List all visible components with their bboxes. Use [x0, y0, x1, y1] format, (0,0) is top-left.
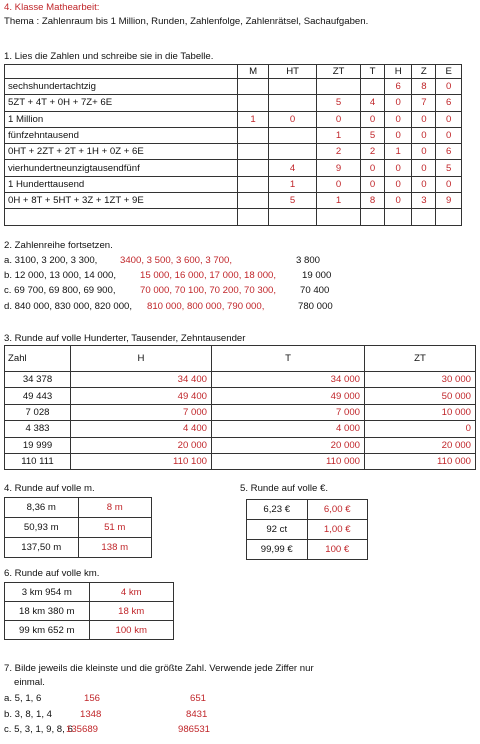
- digit-cell: [238, 176, 269, 192]
- value-cell: 137,50 m: [5, 538, 79, 558]
- table-row: [5, 518, 152, 538]
- section-4-title: 4. Runde auf volle m.: [4, 483, 95, 494]
- digit-cell: 0: [412, 176, 436, 192]
- value-cell: 99,99 €: [247, 540, 308, 560]
- sequence-next: 19 000: [302, 270, 332, 282]
- rounded-cell: 34 000: [212, 372, 365, 388]
- digit-cell: [269, 209, 317, 225]
- sequence-next: 70 400: [300, 285, 330, 297]
- col-header-zt: ZT: [365, 346, 476, 372]
- digit-set: a. 5, 1, 6: [4, 693, 42, 704]
- digit-cell: 0: [436, 127, 462, 143]
- digit-cell: [269, 79, 317, 95]
- largest-number: 8431: [186, 708, 208, 720]
- section-7-title-cont: einmal.: [14, 677, 45, 688]
- digit-cell: 0: [361, 111, 385, 127]
- sequence-answer: 3400, 3 500, 3 600, 3 700,: [120, 255, 233, 266]
- table-row: [5, 388, 476, 404]
- col-header-h: H: [71, 346, 212, 372]
- round-meter-table: [4, 497, 152, 558]
- digit-cell: [384, 209, 412, 225]
- digit-cell: [412, 209, 436, 225]
- digit-cell: 1: [317, 193, 361, 209]
- col-header: M: [238, 65, 269, 79]
- rounded-cell: 6,00 €: [307, 500, 368, 520]
- digit-cell: 9: [317, 160, 361, 176]
- smallest-number: 1348: [80, 708, 102, 720]
- table-row: [5, 79, 462, 95]
- table-row: [247, 540, 368, 560]
- digit-cell: 0: [412, 160, 436, 176]
- number-cell: 4 383: [5, 421, 71, 437]
- rounded-cell: 7 000: [71, 404, 212, 420]
- digit-cell: 1: [384, 144, 412, 160]
- rounded-cell: 4 400: [71, 421, 212, 437]
- rounded-cell: 8 m: [78, 498, 152, 518]
- digit-cell: [269, 144, 317, 160]
- digit-set: b. 3, 8, 1, 4: [4, 708, 53, 720]
- rounded-cell: 100 €: [307, 540, 368, 560]
- worksheet-title: 4. Klasse Mathearbeit:: [4, 2, 100, 13]
- rounded-cell: 49 000: [212, 388, 365, 404]
- digit-cell: 5: [361, 127, 385, 143]
- row-label: 0H + 8T + 5HT + 3Z + 1ZT + 9E: [5, 193, 238, 209]
- number-cell: 7 028: [5, 404, 71, 420]
- digit-cell: [317, 79, 361, 95]
- table-row: [5, 144, 462, 160]
- table-row: [5, 127, 462, 143]
- rounded-cell: 20 000: [365, 437, 476, 453]
- smallest-number: 156: [84, 693, 101, 704]
- rounded-cell: 4 000: [212, 421, 365, 437]
- number-cell: 110 111: [5, 453, 71, 469]
- table-row: [5, 372, 476, 388]
- rounded-cell: 110 000: [212, 453, 365, 469]
- sequence-given: b. 12 000, 13 000, 14 000,: [4, 270, 117, 282]
- rounded-cell: 0: [365, 421, 476, 437]
- largest-number: 651: [190, 693, 207, 704]
- col-header-zahl: Zahl: [5, 346, 71, 372]
- table-row: [247, 520, 368, 540]
- digit-cell: 0: [436, 111, 462, 127]
- rounded-cell: 100 km: [89, 621, 174, 640]
- digit-cell: 0: [317, 176, 361, 192]
- sequence-answer: 70 000, 70 100, 70 200, 70 300,: [140, 285, 277, 297]
- digit-cell: [361, 209, 385, 225]
- digit-cell: 4: [361, 95, 385, 111]
- value-cell: 3 km 954 m: [5, 583, 90, 602]
- digit-cell: 5: [436, 160, 462, 176]
- digit-cell: 5: [317, 95, 361, 111]
- section-2-title: 2. Zahlenreihe fortsetzen.: [4, 240, 113, 251]
- table-row: [247, 500, 368, 520]
- table-row: [5, 437, 476, 453]
- rounding-table: [4, 345, 476, 470]
- digit-cell: 0: [384, 111, 412, 127]
- round-km-table: [4, 582, 174, 640]
- row-label: vierhundertneunzigtausendfünf: [5, 160, 238, 176]
- digit-cell: 0: [384, 176, 412, 192]
- digit-cell: [238, 95, 269, 111]
- digit-cell: 0: [361, 176, 385, 192]
- rounded-cell: 138 m: [78, 538, 152, 558]
- sequence-given: d. 840 000, 830 000, 820 000,: [4, 300, 133, 312]
- digit-cell: [238, 193, 269, 209]
- section-3-title: 3. Runde auf volle Hunderter, Tausender, Zehntausender: [4, 333, 246, 344]
- number-cell: 34 378: [5, 372, 71, 388]
- number-cell: 19 999: [5, 437, 71, 453]
- digit-cell: 8: [412, 79, 436, 95]
- rounded-cell: 49 400: [71, 388, 212, 404]
- digit-cell: 1: [238, 111, 269, 127]
- table-row: [5, 583, 174, 602]
- digit-cell: 3: [412, 193, 436, 209]
- digit-cell: 0: [384, 95, 412, 111]
- table-row: [5, 421, 476, 437]
- digit-cell: 0: [384, 193, 412, 209]
- section-5-title: 5. Runde auf volle €.: [240, 483, 329, 494]
- sequence-answer: 15 000, 16 000, 17 000, 18 000,: [140, 270, 277, 282]
- digit-cell: 0: [412, 111, 436, 127]
- col-header-t: T: [212, 346, 365, 372]
- table-row: [5, 538, 152, 558]
- digit-cell: 0: [412, 127, 436, 143]
- col-header: E: [436, 65, 462, 79]
- digit-cell: 0: [317, 111, 361, 127]
- digit-cell: 6: [384, 79, 412, 95]
- row-label: 0HT + 2ZT + 2T + 1H + 0Z + 6E: [5, 144, 238, 160]
- rounded-cell: 4 km: [89, 583, 174, 602]
- value-cell: 18 km 380 m: [5, 602, 90, 621]
- table-row: [5, 498, 152, 518]
- digit-cell: 2: [361, 144, 385, 160]
- col-header: T: [361, 65, 385, 79]
- table-row: [5, 95, 462, 111]
- digit-cell: 9: [436, 193, 462, 209]
- digit-cell: [238, 79, 269, 95]
- table-row: [5, 404, 476, 420]
- col-header: HT: [269, 65, 317, 79]
- rounded-cell: 110 000: [365, 453, 476, 469]
- table-row: [5, 602, 174, 621]
- row-label: 1 Hunderttausend: [5, 176, 238, 192]
- digit-cell: [238, 209, 269, 225]
- col-header: ZT: [317, 65, 361, 79]
- digit-cell: 0: [384, 127, 412, 143]
- digit-cell: [238, 127, 269, 143]
- rounded-cell: 7 000: [212, 404, 365, 420]
- worksheet-topic: Thema : Zahlenraum bis 1 Million, Runden, Zahlenfolge, Zahlenrätsel, Sachaufgaben.: [4, 16, 369, 27]
- digit-cell: [361, 79, 385, 95]
- rounded-cell: 34 400: [71, 372, 212, 388]
- section-6-title: 6. Runde auf volle km.: [4, 568, 100, 579]
- digit-cell: [238, 160, 269, 176]
- sequence-given: a. 3100, 3 200, 3 300,: [4, 255, 98, 266]
- digit-cell: [317, 209, 361, 225]
- table-row: [5, 176, 462, 192]
- digit-cell: 8: [361, 193, 385, 209]
- rounded-cell: 20 000: [212, 437, 365, 453]
- largest-number: 986531: [178, 724, 211, 735]
- rounded-cell: 51 m: [78, 518, 152, 538]
- section-1-title: 1. Lies die Zahlen und schreibe sie in die Tabelle.: [4, 51, 214, 62]
- rounded-cell: 50 000: [365, 388, 476, 404]
- table-row: [5, 111, 462, 127]
- digit-cell: 5: [269, 193, 317, 209]
- digit-cell: 0: [361, 160, 385, 176]
- row-label: 5ZT + 4T + 0H + 7Z+ 6E: [5, 95, 238, 111]
- place-value-table: [4, 64, 462, 226]
- digit-cell: 1: [317, 127, 361, 143]
- rounded-cell: 30 000: [365, 372, 476, 388]
- digit-cell: 2: [317, 144, 361, 160]
- digit-cell: 0: [269, 111, 317, 127]
- value-cell: 99 km 652 m: [5, 621, 90, 640]
- digit-cell: 7: [412, 95, 436, 111]
- table-row: [5, 453, 476, 469]
- sequence-next: 3 800: [296, 255, 321, 266]
- rounded-cell: 18 km: [89, 602, 174, 621]
- row-label: sechshundertachtzig: [5, 79, 238, 95]
- sequence-given: c. 69 700, 69 800, 69 900,: [4, 285, 116, 297]
- col-header: Z: [412, 65, 436, 79]
- digit-cell: 0: [412, 144, 436, 160]
- rounded-cell: 110 100: [71, 453, 212, 469]
- digit-cell: 4: [269, 160, 317, 176]
- table-row: [5, 160, 462, 176]
- digit-cell: 1: [269, 176, 317, 192]
- digit-cell: 0: [384, 160, 412, 176]
- round-euro-table: [246, 499, 368, 560]
- digit-cell: [436, 209, 462, 225]
- table-row: [5, 209, 462, 225]
- value-cell: 50,93 m: [5, 518, 79, 538]
- digit-cell: 6: [436, 95, 462, 111]
- table-row: [5, 193, 462, 209]
- digit-cell: [269, 127, 317, 143]
- rounded-cell: 10 000: [365, 404, 476, 420]
- sequence-answer: 810 000, 800 000, 790 000,: [147, 300, 265, 312]
- smallest-number: 135689: [66, 724, 99, 735]
- row-label: fünfzehntausend: [5, 127, 238, 143]
- value-cell: 8,36 m: [5, 498, 79, 518]
- row-label: [5, 209, 238, 225]
- section-7-title: 7. Bilde jeweils die kleinste und die größte Zahl. Verwende jede Ziffer nur: [4, 663, 314, 674]
- rounded-cell: 20 000: [71, 437, 212, 453]
- col-header: H: [384, 65, 412, 79]
- value-cell: 6,23 €: [247, 500, 308, 520]
- rounded-cell: 1,00 €: [307, 520, 368, 540]
- value-cell: 92 ct: [247, 520, 308, 540]
- digit-cell: 6: [436, 144, 462, 160]
- table-row: [5, 621, 174, 640]
- number-cell: 49 443: [5, 388, 71, 404]
- digit-cell: 0: [436, 79, 462, 95]
- digit-cell: 0: [436, 176, 462, 192]
- sequence-next: 780 000: [298, 300, 333, 312]
- digit-cell: [269, 95, 317, 111]
- digit-set: c. 5, 3, 1, 9, 8, 6: [4, 724, 73, 735]
- row-label: 1 Million: [5, 111, 238, 127]
- digit-cell: [238, 144, 269, 160]
